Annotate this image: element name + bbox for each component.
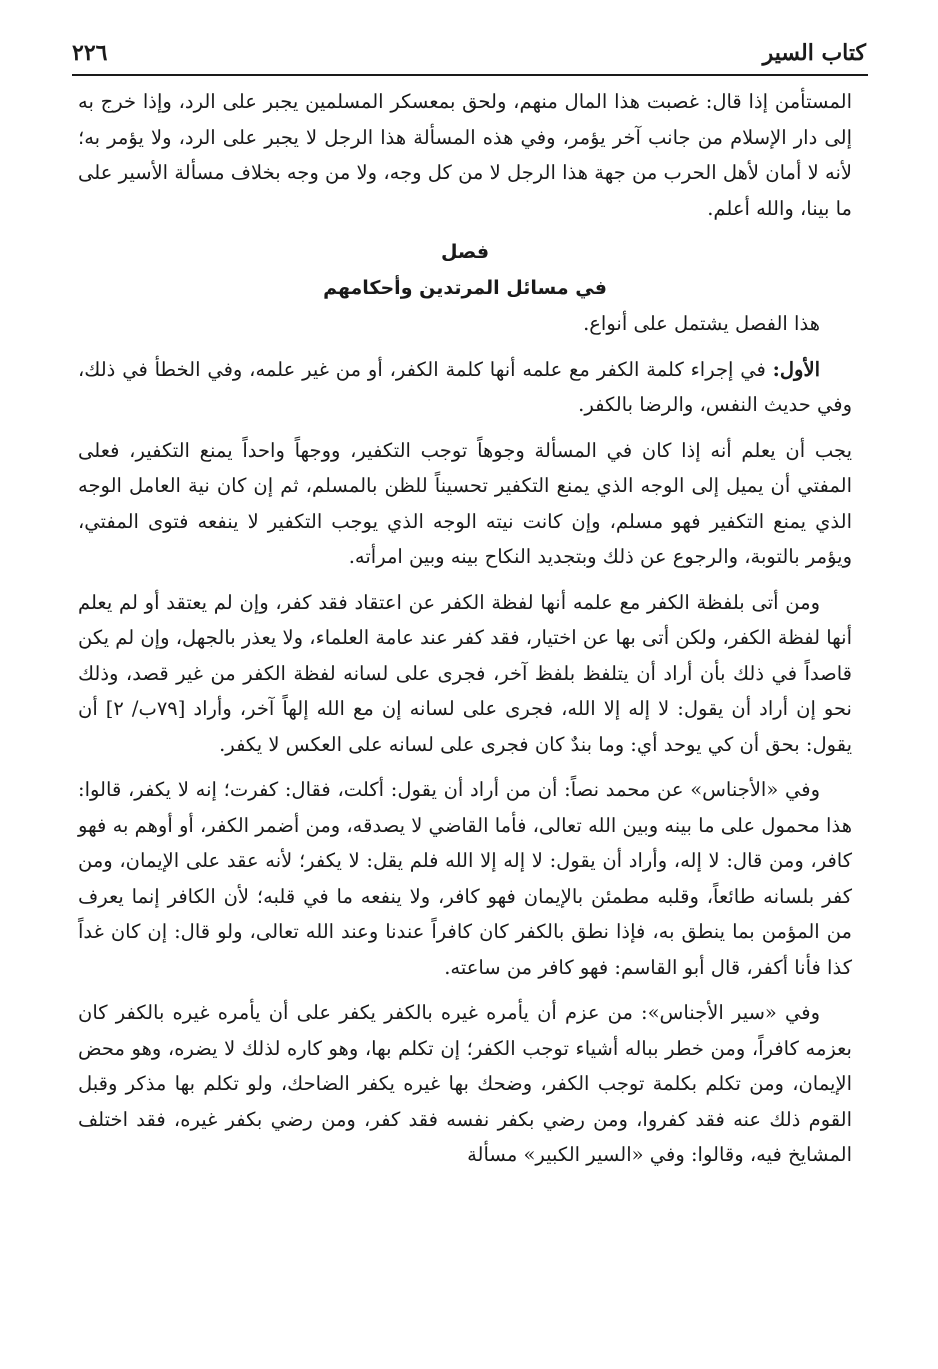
paragraph-4: يجب أن يعلم أنه إذا كان في المسألة وجوهاً توجب التكفير، ووجهاً واحداً يمنع التكفير، فعلى المفتي أن يميل إلى الوجه الذي يمنع التكفير تحسيناً للظن بالمسلم، ثم إن كان نية العامل الوجه الذي يمنع التكفير فهو مسلم، وإن كانت نيته الوجه الذي يوجب التكفير لا ينفعه فتوى المفتي، ويؤمر بالتوبة، والرجوع عن ذلك وبتجديد النكاح بينه وبين امرأته. [78, 438, 852, 568]
running-header [72, 32, 866, 66]
paragraph-5: ومن أتى بلفظة الكفر مع علمه أنها لفظة الكفر عن اعتقاد فقد كفر، وإن لم يعتقد أو لم يعلم أنها لفظة الكفر، ولكن أتى بها عن اختيار، فقد كفر عند عامة العلماء، ولا يعذر بالجهل، وإن لم يكن قاصداً في ذلك بأن أراد أن يتلفظ بلفظ آخر، فجرى على لسانه لفظة الكفر من غير قصد، وذلك نحو إن أراد أن يقول: لا إله إلا الله، فجرى على لسانه إن مع الله إلهاً آخر، وأراد [٧٩ب/ ٢] أن يقول: بحق أن كي يوحد أي: وما بندٌ كان فجرى على لسانه على العكس لا يكفر. [78, 590, 853, 756]
paragraph-3 [78, 352, 852, 423]
paragraph-3-lead: الأول: [772, 357, 820, 381]
section-heading: فصل [440, 241, 490, 263]
section-subheading: في مسائل المرتدين وأحكامهم [323, 277, 607, 299]
paragraph-1: المستأمن إذا قال: غصبت هذا المال منهم، ولحق بمعسكر المسلمين يجبر على الرد، وإذا خرج به إلى دار الإسلام من جانب آخر يؤمر، وفي هذه المسألة هذا الرجل لا يجبر على الرد، ولا يؤمر به؛ لأنه لا أمان لأهل الحرب من جهة هذا الرجل لا من كل وجه، ولا من وجه بخلاف مسألة الأسير على ما بينا، والله أعلم. [78, 90, 852, 220]
paragraph-6: وفي «الأجناس» عن محمد نصاً: أن من أراد أن يقول: أكلت، فقال: كفرت؛ إنه لا يكفر، قالوا: هذا محمول على ما بينه وبين الله تعالى، فأما القاضي لا يصدقه، ومن أضمر الكفر، أو أوهم به فهو كافر، ومن قال: لا إله، وأراد أن يقول: لا إله إلا الله فلم يقل: لا يكفر؛ لأنه عقد على الإيمان، ومن كفر بلسانه طائعاً، وقلبه مطمئن بالإيمان فهو كافر، ولا ينفعه ما في قلبه؛ لأن الكافر إنما يعرف من المؤمن بما ينطق به، فإذا نطق بالكفر كان كافراً عندنا وعند الله تعالى، ولو قال: إن كان غداً كذا فأنا أكفر، قال أبو القاسم: فهو كافر من ساعته. [78, 778, 852, 979]
paragraph-2: هذا الفصل يشتمل على أنواع. [583, 312, 820, 335]
header-rule [72, 74, 868, 76]
paragraph-7: وفي «سير الأجناس»: من عزم أن يأمره غيره بالكفر يكفر على أن يأمره غيره بالكفر كان بعزمه كافراً، ومن خطر بباله أشياء توجب الكفر؛ إن تكلم بها، وهو كاره لذلك لا يضره، وهو محض الإيمان، ومن تكلم بكلمة توجب الكفر، وضحك بها غيره يكفر الضاحك، ولو تكلم بها مذكر وقبل القوم ذلك عنه فقد كفروا، ومن رضي بكفر نفسه فقد كفر، ومن رضي بكفر غيره، فقد اختلف المشايخ فيه، وقالوا: وفي «السير الكبير» مسألة [78, 1001, 852, 1166]
paragraph-3-text: في إجراء كلمة الكفر مع علمه أنها كلمة الكفر، أو من غير علمه، وفي الخطأ في ذلك، وفي حديث النفس، والرضا بالكفر. [78, 357, 852, 416]
page-number: ٢٢٦ [72, 40, 108, 66]
chapter-title: كتاب السير [762, 40, 866, 66]
page-body [78, 84, 852, 1173]
